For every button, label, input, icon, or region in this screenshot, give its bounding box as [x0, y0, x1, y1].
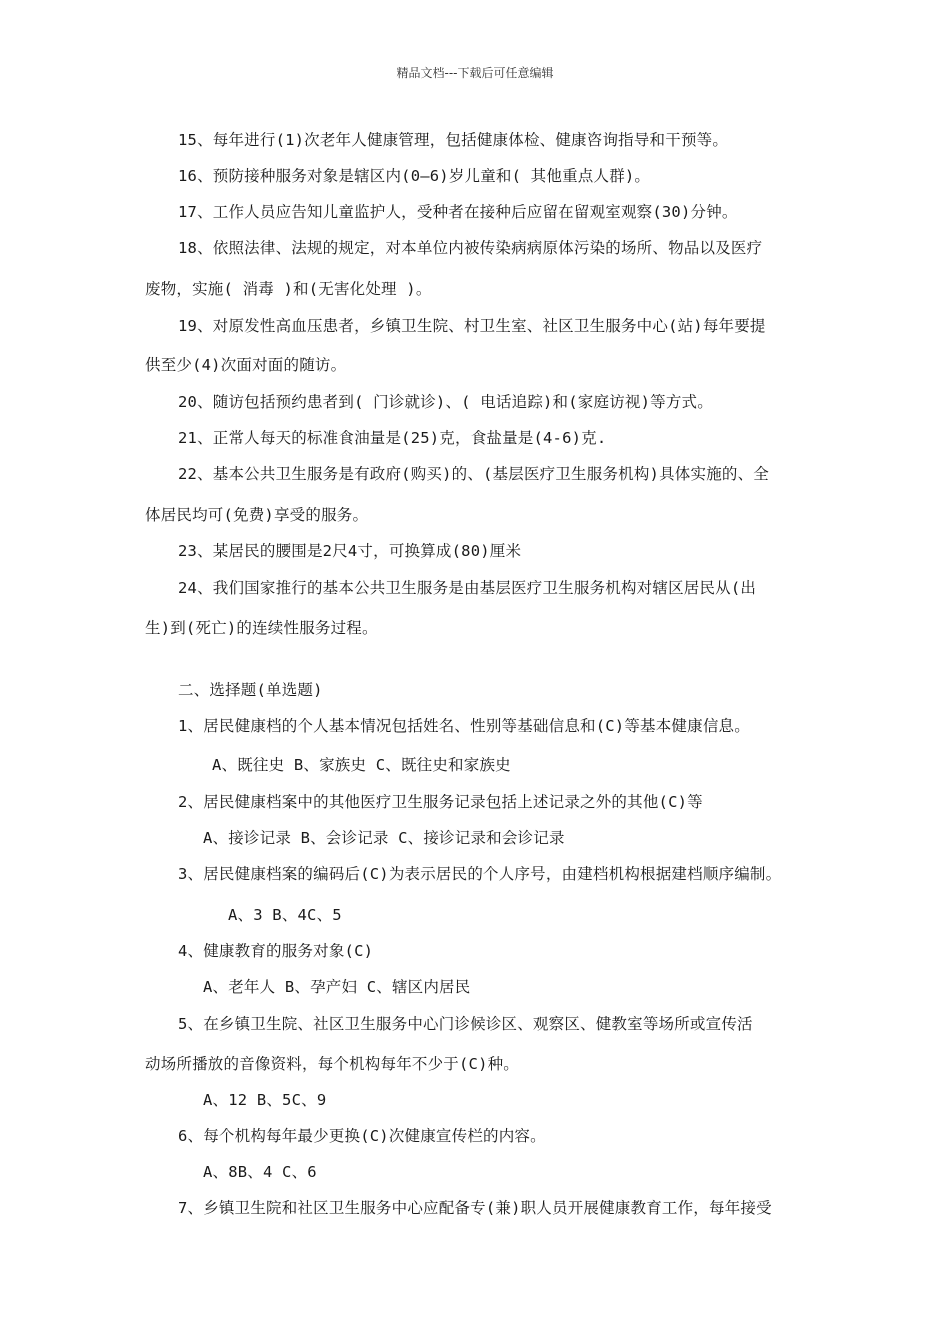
- question-19-continued: 供至少(4)次面对面的随访。: [145, 356, 347, 374]
- choice-options-6: A、8B、4 C、6: [203, 1163, 317, 1181]
- choice-question-6: 6、每个机构每年最少更换(C)次健康宣传栏的内容。: [178, 1127, 546, 1145]
- choice-question-4: 4、健康教育的服务对象(C): [178, 942, 374, 960]
- section-title: 二、选择题(单选题): [178, 681, 323, 699]
- question-23: 23、某居民的腰围是2尺4寸，可换算成(80)厘米: [178, 542, 522, 560]
- question-20: 20、随访包括预约患者到( 门诊就诊)、( 电话追踪)和(家庭访视)等方式。: [178, 393, 713, 411]
- question-21: 21、正常人每天的标准食油量是(25)克，食盐量是(4-6)克.: [178, 429, 607, 447]
- question-22-continued: 体居民均可(免费)享受的服务。: [145, 506, 369, 524]
- choice-options-2: A、接诊记录 B、会诊记录 C、接诊记录和会诊记录: [203, 829, 565, 847]
- choice-options-3: A、3 B、4C、5: [228, 906, 342, 924]
- question-17: 17、工作人员应告知儿童监护人，受种者在接种后应留在留观室观察(30)分钟。: [178, 203, 738, 221]
- question-24-continued: 生)到(死亡)的连续性服务过程。: [145, 619, 378, 637]
- choice-question-1: 1、居民健康档的个人基本情况包括姓名、性别等基础信息和(C)等基本健康信息。: [178, 717, 750, 735]
- choice-question-3: 3、居民健康档案的编码后(C)为表示居民的个人序号，由建档机构根据建档顺序编制。: [178, 865, 782, 883]
- question-24: 24、我们国家推行的基本公共卫生服务是由基层医疗卫生服务机构对辖区居民从(出: [178, 579, 757, 597]
- question-16: 16、预防接种服务对象是辖区内(0—6)岁儿童和( 其他重点人群)。: [178, 167, 651, 185]
- page-header: 精品文档---下载后可任意编辑: [396, 66, 554, 80]
- question-18: 18、依照法律、法规的规定，对本单位内被传染病病原体污染的场所、物品以及医疗: [178, 239, 763, 257]
- choice-question-5-continued: 动场所播放的音像资料，每个机构每年不少于(C)种。: [145, 1055, 519, 1073]
- choice-options-5: A、12 B、5C、9: [203, 1091, 327, 1109]
- choice-question-7: 7、乡镇卫生院和社区卫生服务中心应配备专(兼)职人员开展健康教育工作，每年接受: [178, 1199, 772, 1217]
- question-22: 22、基本公共卫生服务是有政府(购买)的、(基层医疗卫生服务机构)具体实施的、全: [178, 465, 769, 483]
- question-19: 19、对原发性高血压患者，乡镇卫生院、村卫生室、社区卫生服务中心(站)每年要提: [178, 317, 766, 335]
- question-18-continued: 废物，实施( 消毒 )和(无害化处理 )。: [145, 280, 432, 298]
- choice-options-4: A、老年人 B、孕产妇 C、辖区内居民: [203, 978, 471, 996]
- choice-options-1: A、既往史 B、家族史 C、既往史和家族史: [212, 756, 511, 774]
- choice-question-5: 5、在乡镇卫生院、社区卫生服务中心门诊候诊区、观察区、健教室等场所或宣传活: [178, 1015, 753, 1033]
- choice-question-2: 2、居民健康档案中的其他医疗卫生服务记录包括上述记录之外的其他(C)等: [178, 793, 703, 811]
- question-15: 15、每年进行(1)次老年人健康管理，包括健康体检、健康咨询指导和干预等。: [178, 131, 729, 149]
